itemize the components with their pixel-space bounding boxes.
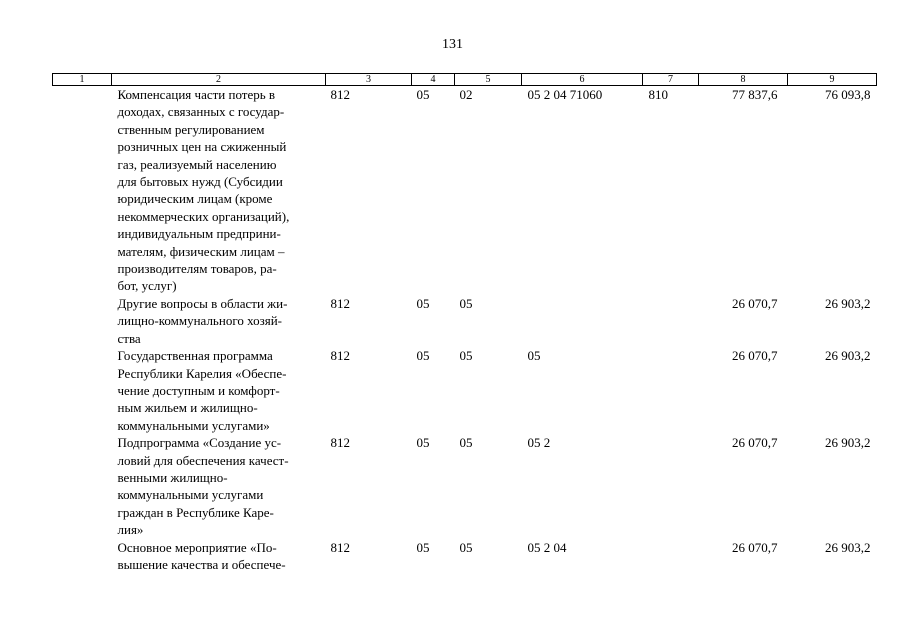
item-name-cell: Основное мероприятие «По- вышение качества и обеспече- xyxy=(117,539,286,572)
subsection-code-cell: 02 xyxy=(459,87,473,102)
budget-table xyxy=(52,73,877,573)
amount-col9-cell: 26 903,2 xyxy=(825,435,871,451)
item-name-cell: Государственная программа Республики Карелия «Обеспе- чение доступным и комфорт- ным жильем и жилищно- коммунальными услугами» xyxy=(117,348,287,433)
item-name-cell: Другие вопросы в области жи- лищно-коммунального хозяй- ства xyxy=(117,295,288,346)
table-row xyxy=(53,434,877,538)
expense-type-cell xyxy=(643,347,699,434)
table-body xyxy=(53,86,877,574)
target-article-cell xyxy=(522,295,643,347)
header-col-8: 8 xyxy=(699,74,788,86)
header-col-5: 5 xyxy=(455,74,522,86)
row-number-cell xyxy=(53,539,112,574)
ministry-code-cell: 812 xyxy=(330,539,350,555)
row-number-cell xyxy=(53,295,112,347)
row-number-cell xyxy=(53,86,112,295)
row-number-cell xyxy=(53,347,112,434)
row-number-cell xyxy=(53,434,112,538)
target-article-cell: 05 xyxy=(527,348,541,364)
amount-col8-cell: 26 070,7 xyxy=(732,539,778,555)
expense-type-cell xyxy=(643,295,699,347)
amount-col8-cell: 26 070,7 xyxy=(732,295,778,311)
expense-type-cell xyxy=(643,434,699,538)
item-name-cell: Компенсация части потерь в доходах, связанных с государ- ственным регулированием розничных цен на сжиженный газ, реализуемый населению для бытовых нужд (Субсидии юридическим лицам (кроме некоммерческих организаций), индивидуальным предприни- мателям, физическим лицам – производителям товаров, ра- бот, услуг) xyxy=(117,87,290,294)
section-code-cell: 05 xyxy=(416,87,430,102)
amount-col9-cell: 26 903,2 xyxy=(825,348,871,364)
expense-type-cell xyxy=(643,539,699,574)
ministry-code-cell: 812 xyxy=(330,348,350,364)
amount-col9-cell: 76 093,8 xyxy=(825,87,871,102)
table-row xyxy=(53,539,877,574)
target-article-cell: 05 2 04 xyxy=(527,539,567,555)
ministry-code-cell: 812 xyxy=(330,87,350,102)
amount-col9-cell: 26 903,2 xyxy=(825,295,871,311)
item-name-cell: Подпрограмма «Создание ус- ловий для обеспечения качест- венными жилищно- коммунальными услугами граждан в Республике Каре- лия» xyxy=(117,435,289,538)
header-row xyxy=(53,74,877,86)
table-header xyxy=(53,74,877,86)
header-col-9: 9 xyxy=(788,74,877,86)
section-code-cell: 05 xyxy=(416,348,430,364)
header-col-1: 1 xyxy=(53,74,112,86)
header-col-6: 6 xyxy=(522,74,643,86)
section-code-cell: 05 xyxy=(416,539,430,555)
page-number: 131 xyxy=(442,37,463,52)
ministry-code-cell: 812 xyxy=(330,435,350,451)
table-row xyxy=(53,86,877,295)
header-col-3: 3 xyxy=(326,74,412,86)
table-row xyxy=(53,347,877,434)
amount-col8-cell: 26 070,7 xyxy=(732,435,778,451)
amount-col9-cell: 26 903,2 xyxy=(825,539,871,555)
subsection-code-cell: 05 xyxy=(459,348,473,364)
target-article-cell: 05 2 04 71060 xyxy=(527,87,603,102)
ministry-code-cell: 812 xyxy=(330,295,350,311)
amount-col8-cell: 77 837,6 xyxy=(732,87,778,102)
header-col-4: 4 xyxy=(412,74,455,86)
header-col-2: 2 xyxy=(112,74,326,86)
expense-type-cell: 810 xyxy=(648,87,668,102)
subsection-code-cell: 05 xyxy=(459,295,473,311)
table-row xyxy=(53,295,877,347)
target-article-cell: 05 2 xyxy=(527,435,551,451)
section-code-cell: 05 xyxy=(416,295,430,311)
subsection-code-cell: 05 xyxy=(459,435,473,451)
header-col-7: 7 xyxy=(643,74,699,86)
subsection-code-cell: 05 xyxy=(459,539,473,555)
amount-col8-cell: 26 070,7 xyxy=(732,348,778,364)
section-code-cell: 05 xyxy=(416,435,430,451)
